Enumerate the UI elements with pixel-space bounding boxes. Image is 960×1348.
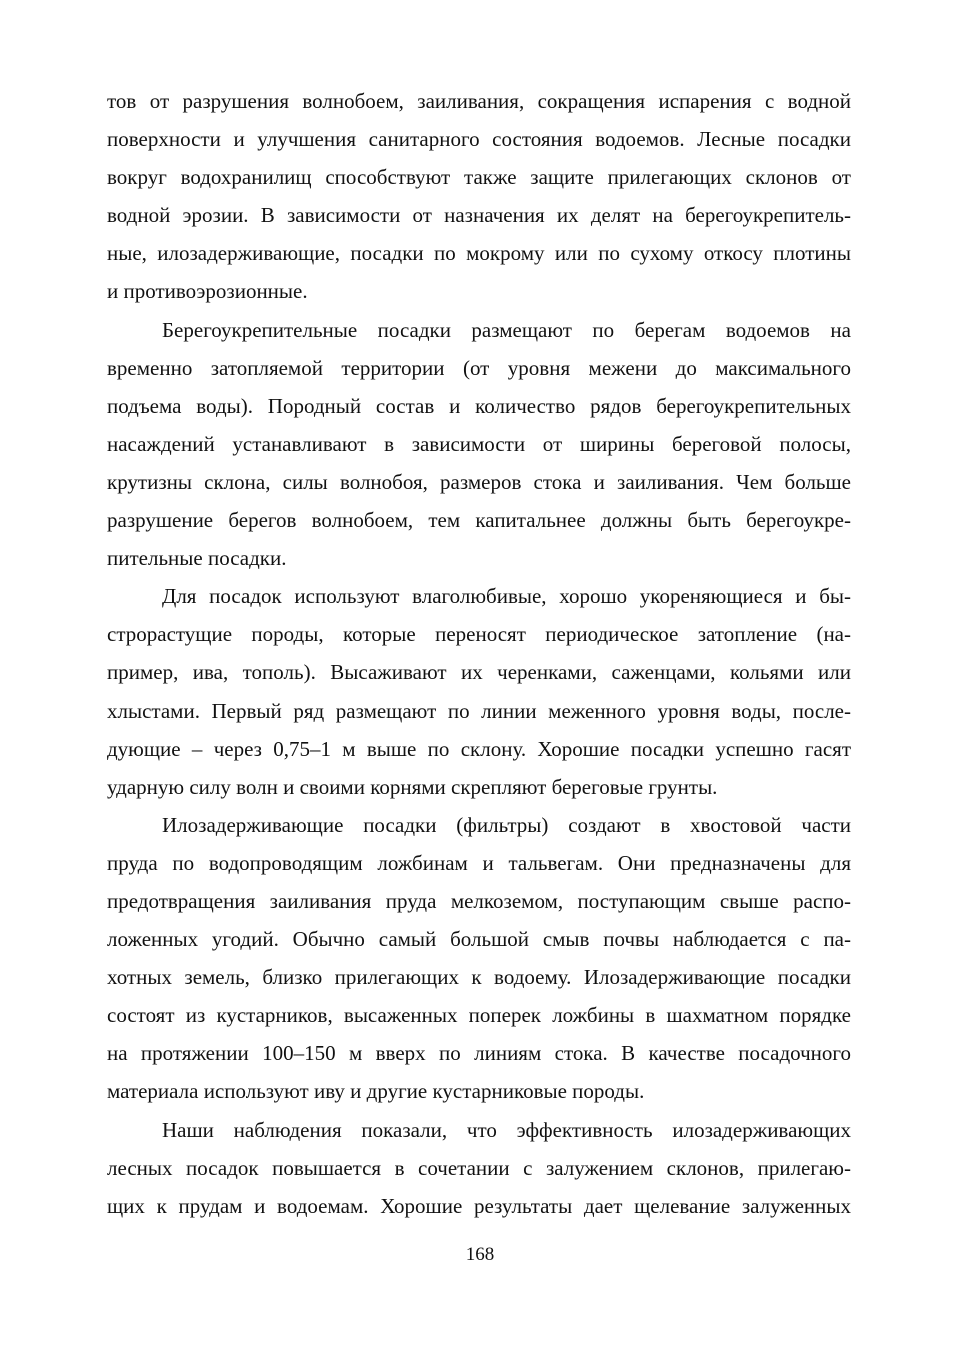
text-line: Для посадок используют влаголюбивые, хорошо укореняющиеся и бы-: [162, 584, 851, 609]
text-line: на протяжении 100–150 м вверх по линиям стока. В качестве посадочного: [107, 1041, 851, 1066]
text-line: и противоэрозионные.: [107, 279, 308, 304]
text-line: пример, ива, тополь). Высаживают их черенками, саженцами, кольями или: [107, 660, 851, 685]
paragraph-3: [107, 577, 851, 806]
text-line: материала используют иву и другие кустарниковые породы.: [107, 1079, 645, 1104]
text-line: Илозадерживающие посадки (фильтры) создают в хвостовой части: [162, 812, 851, 837]
text-line: хотных земель, близко прилегающих к водоему. Илозадерживающие посадки: [107, 965, 851, 990]
paragraph-4: [107, 806, 851, 1111]
text-line: временно затопляемой территории (от уровня межени до максимального: [107, 355, 851, 380]
text-line: насаждений устанавливают в зависимости от ширины береговой полосы,: [107, 431, 851, 456]
text-line: водной эрозии. В зависимости от назначения их делят на берегоукрепитель-: [107, 203, 851, 228]
text-line: дующие – через 0,75–1 м выше по склону. Хорошие посадки успешно гасят: [107, 736, 851, 761]
text-line: поверхности и улучшения санитарного состояния водоемов. Лесные посадки: [107, 127, 851, 152]
text-line: разрушение берегов волнобоем, тем капитальнее должны быть берегоукре-: [107, 508, 851, 533]
text-line: ные, илозадерживающие, посадки по мокрому или по сухому откосу плотины: [107, 241, 851, 266]
text-line: тов от разрушения волнобоем, заиливания, сокращения испарения с водной: [107, 89, 851, 113]
text-line: крутизны склона, силы волнобоя, размеров стока и заиливания. Чем больше: [107, 469, 851, 494]
paragraph-5: [107, 1111, 851, 1225]
text-line: подъема воды). Породный состав и количество рядов берегоукрепительных: [107, 393, 851, 418]
body-text: [107, 82, 851, 1225]
text-line: пительные посадки.: [107, 546, 287, 571]
text-line: лесных посадок повышается в сочетании с залужением склонов, прилегаю-: [107, 1155, 851, 1180]
text-line: строрастущие породы, которые переносят периодическое затопление (на-: [107, 622, 851, 647]
page-number: 168: [465, 1244, 495, 1265]
text-line: Наши наблюдения показали, что эффективность илозадерживающих: [162, 1117, 851, 1142]
text-line: щих к прудам и водоемам. Хорошие результаты дает щелевание залуженных: [107, 1193, 851, 1218]
text-line: хлыстами. Первый ряд размещают по линии меженного уровня воды, после-: [107, 698, 851, 723]
paragraph-2: [107, 311, 851, 578]
text-line: вокруг водохранилищ способствуют также защите прилегающих склонов от: [107, 165, 851, 190]
text-line: ударную силу волн и своими корнями скрепляют береговые грунты.: [107, 774, 718, 799]
paragraph-1: [107, 82, 851, 311]
text-line: предотвращения заиливания пруда мелкоземом, поступающим свыше распо-: [107, 888, 851, 913]
text-line: ложенных угодий. Обычно самый большой смыв почвы наблюдается с па-: [107, 927, 851, 952]
text-line: состоят из кустарников, высаженных поперек ложбины в шахматном порядке: [107, 1003, 851, 1028]
text-line: пруда по водопроводящим ложбинам и тальвегам. Они предназначены для: [107, 850, 851, 875]
text-line: Берегоукрепительные посадки размещают по берегам водоемов на: [162, 317, 851, 342]
